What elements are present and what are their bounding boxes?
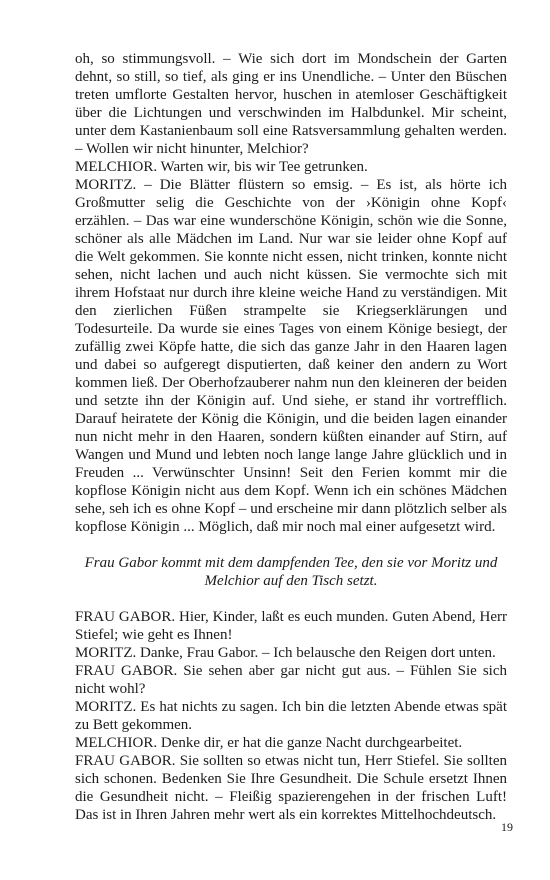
speech-moritz: MORITZ. – Die Blätter flüstern so emsig. – Es ist, als hörte ich Großmutter selig die Geschichte von der ›Königin ohne Kopf‹ erzählen. – Das war eine wunderschöne Königin, schön wie die Sonne, schöner als alle Mädchen im Land. Nur war sie leider ohne Kopf auf die Welt gekommen. Sie konnte nicht essen, nicht trinken, konnte nicht sehen, nicht lachen und auch nicht küssen. Sie vermochte sich mit ihrem Hofstaat nur durch ihre kleine weiche Hand zu verständigen. Mit den zierlichen Füßen strampelte sie Kriegserklärungen und Todesurteile. Da wurde sie eines Tages von einem Könige besiegt, der zufällig zwei Köpfe hatte, die sich das ganze Jahr in den Haaren lagen und dabei so aufgeregt disputierten, daß keiner den andern zu Wort kommen ließ. Der Oberhofzauberer nahm nun den kleineren der beiden und setzte ihn der Königin auf. Und siehe, er stand ihr vortrefflich. Darauf heiratete der König die Königin, und die beiden lagen einander nun nicht mehr in den Haaren, sondern küßten einander auf Stirn, auf Wangen und Mund und lebten noch lange lange Jahre glücklich und in Freuden ... Verwünschter Unsinn! Seit den Ferien kommt mir die kopflose Königin nicht aus dem Kopf. Wenn ich ein schönes Mädchen sehe, seh ich es ohne Kopf – und erscheine mir dann plötzlich selber als kopflose Königin ... Möglich, daß mir noch mal einer aufgesetzt wird. [75,177,507,535]
speech-melchior: MELCHIOR. Warten wir, bis wir Tee getrunken. [75,159,368,175]
speech-frau-gabor: FRAU GABOR. Sie sollten so etwas nicht tun, Herr Stiefel. Sie sollten sich schonen. Bedenken Sie Ihre Gesundheit. Die Schule ersetzt Ihnen die Gesundheit nicht. – Fleißig spazierengehen in der frischen Luft! Das ist in Ihren Jahren mehr wert als ein korrektes Mittelhochdeutsch. [75,753,507,823]
paragraph-continuation: oh, so stimmungsvoll. – Wie sich dort im Mondschein der Garten dehnt, so still, so tief, als ging er ins Unendliche. – Unter den Büschen treten umflorte Gestalten hervor, huschen in atemloser Geschäftigkeit über die Lichtungen und verschwinden im Halbdunkel. Mir scheint, unter dem Kastanienbaum soll eine Ratsversammlung gehalten werden. – Wollen wir nicht hinunter, Melchior? [75,51,507,157]
stage-direction: Frau Gabor kommt mit dem dampfenden Tee, den sie vor Moritz und Melchior auf den Tisch setzt. [84,555,498,589]
book-page [75,50,507,824]
speech-frau-gabor: FRAU GABOR. Hier, Kinder, laßt es euch munden. Guten Abend, Herr Stiefel; wie geht es Ihnen! [75,609,507,643]
page-number: 19 [501,820,513,834]
speech-melchior: MELCHIOR. Denke dir, er hat die ganze Nacht durchgearbeitet. [75,735,463,751]
speech-frau-gabor: FRAU GABOR. Sie sehen aber gar nicht gut aus. – Fühlen Sie sich nicht wohl? [75,663,507,697]
speech-moritz: MORITZ. Danke, Frau Gabor. – Ich belausche den Reigen dort unten. [75,645,496,661]
speech-moritz: MORITZ. Es hat nichts zu sagen. Ich bin die letzten Abende etwas spät zu Bett gekommen. [75,699,507,733]
